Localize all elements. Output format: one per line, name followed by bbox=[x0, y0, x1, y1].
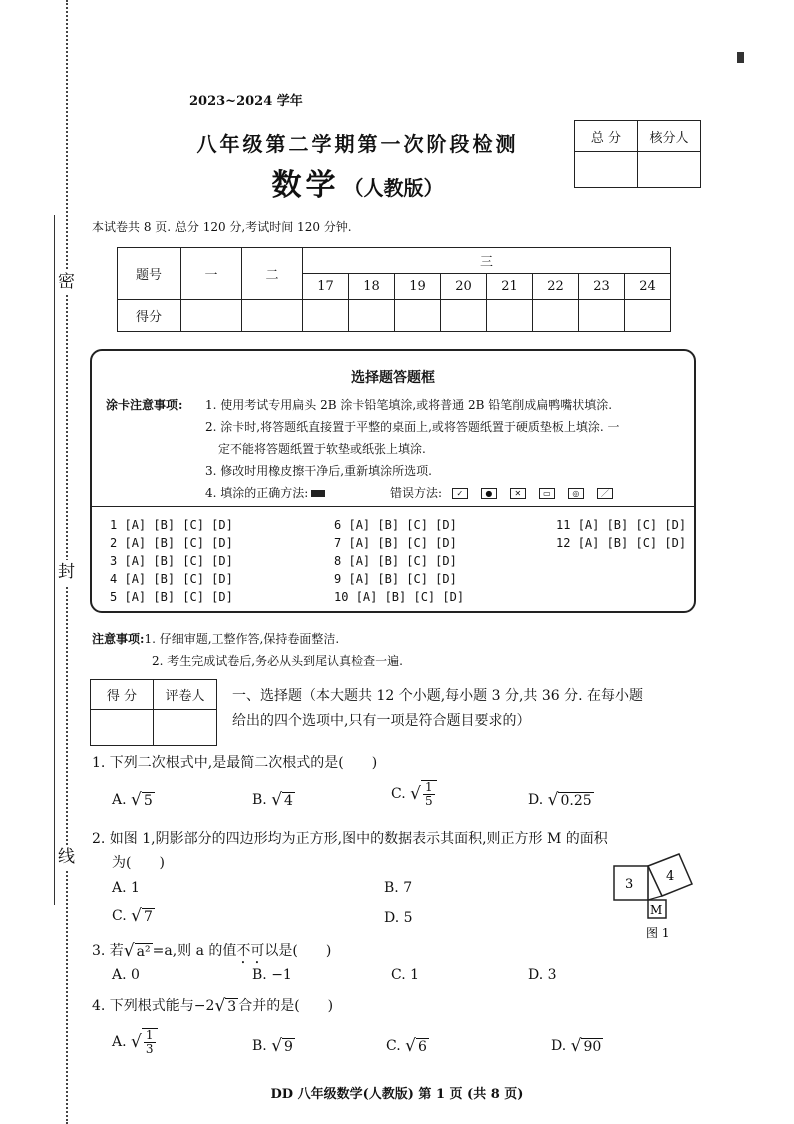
section-one-heading bbox=[232, 684, 712, 734]
sub-question-header: 18 bbox=[349, 274, 395, 300]
sub-question-header: 22 bbox=[533, 274, 579, 300]
q3-option-d[interactable]: D. 3 bbox=[528, 967, 557, 983]
answer-row[interactable]: 7 [A] [B] [C] [D] bbox=[334, 536, 457, 550]
q1-option-a[interactable]: A. √ 5 bbox=[112, 790, 153, 810]
grader-name-cell[interactable] bbox=[154, 710, 217, 746]
answer-note: 2. 涂卡时,将答题纸直接置于平整的桌面上,或将答题纸置于硬质垫板上填涂. 一 bbox=[205, 420, 620, 434]
answer-note: 定不能将答题纸置于软垫或纸张上填涂. bbox=[218, 442, 426, 456]
page-footer: DD 八年级数学(人教版) 第 1 页 (共 8 页) bbox=[270, 1087, 524, 1102]
wrong-check-icon: ✓ bbox=[452, 488, 468, 499]
section-one-header: 一 bbox=[181, 248, 242, 300]
score-cell[interactable] bbox=[181, 300, 242, 332]
score-cell[interactable] bbox=[625, 300, 671, 332]
exam-title: 八年级第二学期第一次阶段检测 bbox=[196, 132, 519, 156]
score-cell[interactable] bbox=[533, 300, 579, 332]
q1-a-radicand: 5 bbox=[143, 792, 153, 809]
answer-row[interactable]: 11 [A] [B] [C] [D] bbox=[556, 518, 687, 532]
section-two-header: 二 bbox=[242, 248, 303, 300]
q2-c-radicand: 7 bbox=[143, 908, 153, 925]
score-cell[interactable] bbox=[242, 300, 303, 332]
answer-row[interactable]: 3 [A] [B] [C] [D] bbox=[110, 554, 233, 568]
grader-name-label: 评卷人 bbox=[154, 680, 217, 710]
question-2-stem-cont: 为( ) bbox=[112, 855, 165, 871]
right-triangle bbox=[648, 866, 662, 900]
q2-option-b[interactable]: B. 7 bbox=[384, 880, 413, 896]
score-cell[interactable] bbox=[441, 300, 487, 332]
question-1-stem: 1. 下列二次根式中,是最简二次根式的是( ) bbox=[92, 755, 378, 771]
margin-char-mi: 密 bbox=[58, 270, 75, 295]
score-cell[interactable] bbox=[487, 300, 533, 332]
q1-option-b[interactable]: B. √ 4 bbox=[252, 790, 293, 810]
correct-method-label: 4. 填涂的正确方法: bbox=[205, 486, 309, 500]
checker-label: 核分人 bbox=[638, 121, 701, 152]
wrong-slash-icon: ／ bbox=[597, 488, 613, 499]
wrong-dot-icon: ● bbox=[481, 488, 497, 499]
exam-subject bbox=[130, 160, 585, 204]
school-year: 2023~2024 学年 bbox=[189, 94, 303, 109]
figure-1-diagram bbox=[606, 850, 716, 945]
q2-option-c[interactable]: C. √ 7 bbox=[112, 906, 153, 926]
q1-option-c[interactable]: C. √ $\frac{1}{5}$ bbox=[391, 780, 437, 808]
q4-option-d[interactable]: D. √ 90 bbox=[551, 1036, 602, 1056]
emphasis-dots: 不可 bbox=[236, 943, 265, 959]
sub-question-header: 21 bbox=[487, 274, 533, 300]
total-score-box bbox=[574, 120, 701, 188]
q1-d-radicand: 0.25 bbox=[560, 792, 592, 809]
q1-c-denominator: 5 bbox=[424, 794, 433, 808]
q3-option-c[interactable]: C. 1 bbox=[391, 967, 420, 983]
answer-notes-label: 涂卡注意事项: bbox=[106, 398, 183, 412]
answer-column-1 bbox=[110, 516, 233, 606]
question-4-stem: 4. 下列根式能与−2√ 3 合并的是( ) bbox=[92, 996, 334, 1016]
q4-b-radicand: 9 bbox=[284, 1038, 293, 1055]
answer-note: 3. 修改时用橡皮擦干净后,重新填涂所选项. bbox=[205, 464, 432, 478]
q3-option-b[interactable]: B. −1 bbox=[252, 967, 292, 983]
total-score-cell[interactable] bbox=[575, 152, 638, 188]
answer-row[interactable]: 1 [A] [B] [C] [D] bbox=[110, 518, 233, 532]
q4-a-denominator: 3 bbox=[145, 1042, 154, 1056]
grader-box bbox=[90, 679, 217, 746]
answer-row[interactable]: 8 [A] [B] [C] [D] bbox=[334, 554, 457, 568]
answer-box-divider bbox=[92, 506, 694, 507]
q1-b-radicand: 4 bbox=[284, 792, 293, 809]
answer-note-correct-method bbox=[205, 484, 325, 501]
q1-c-numerator: 1 bbox=[424, 780, 433, 794]
square-3-label: 3 bbox=[625, 877, 634, 892]
sub-question-header: 24 bbox=[625, 274, 671, 300]
grader-score-label: 得 分 bbox=[91, 680, 154, 710]
exam-intro: 本试卷共 8 页. 总分 120 分,考试时间 120 分钟. bbox=[92, 220, 352, 234]
answer-column-3 bbox=[556, 516, 686, 552]
q4-c-radicand: 6 bbox=[417, 1038, 427, 1055]
checker-cell[interactable] bbox=[638, 152, 701, 188]
q4-radicand: 3 bbox=[227, 998, 237, 1015]
score-label: 得分 bbox=[118, 300, 181, 332]
notice-line-1 bbox=[92, 630, 339, 647]
q1-option-d[interactable]: D. √ 0.25 bbox=[528, 790, 592, 810]
score-cell[interactable] bbox=[579, 300, 625, 332]
section-three-header: 三 bbox=[303, 248, 671, 274]
answer-row[interactable]: 6 [A] [B] [C] [D] bbox=[334, 518, 457, 532]
wrong-circle-icon: ◎ bbox=[568, 488, 584, 499]
grader-score-cell[interactable] bbox=[91, 710, 154, 746]
sub-question-header: 20 bbox=[441, 274, 487, 300]
q3-radicand: a² bbox=[136, 943, 151, 960]
square-4-label: 4 bbox=[666, 869, 675, 884]
wrong-empty-icon: ▭ bbox=[539, 488, 555, 499]
sub-question-header: 17 bbox=[303, 274, 349, 300]
q4-option-b[interactable]: B. √ 9 bbox=[252, 1036, 293, 1056]
question-3-stem: 3. 若√ a² =a,则 a 的值不可以是( ) bbox=[92, 941, 332, 961]
sub-question-header: 19 bbox=[395, 274, 441, 300]
header-label: 题号 bbox=[118, 248, 181, 300]
subject-edition: （人教版） bbox=[343, 176, 444, 200]
filled-mark-icon bbox=[311, 490, 325, 497]
score-cell[interactable] bbox=[349, 300, 395, 332]
margin-char-xian: 线 bbox=[58, 845, 75, 870]
q4-d-radicand: 90 bbox=[583, 1038, 602, 1055]
q3-option-a[interactable]: A. 0 bbox=[112, 967, 140, 983]
answer-row[interactable]: 12 [A] [B] [C] [D] bbox=[556, 536, 687, 550]
q4-option-a[interactable]: A. √ $\frac{1}{3}$ bbox=[112, 1028, 158, 1056]
subject-name: 数学 bbox=[271, 168, 340, 203]
answer-note-wrong-method bbox=[390, 484, 626, 501]
section-one-line: 一、选择题（本大题共 12 个小题,每小题 3 分,共 36 分. 在每小题 bbox=[232, 688, 644, 704]
score-table bbox=[117, 247, 671, 332]
answer-note: 1. 使用考试专用扁头 2B 涂卡铅笔填涂,或将普通 2B 铅笔削成扁鸭嘴状填涂. bbox=[205, 398, 613, 412]
answer-box bbox=[90, 349, 696, 613]
answer-row[interactable]: 5 [A] [B] [C] [D] bbox=[110, 590, 233, 604]
answer-row[interactable]: 9 [A] [B] [C] [D] bbox=[334, 572, 457, 586]
wrong-method-label: 错误方法: bbox=[390, 486, 443, 500]
sub-question-header: 23 bbox=[579, 274, 625, 300]
margin-char-feng: 封 bbox=[58, 560, 75, 585]
answer-row[interactable]: 4 [A] [B] [C] [D] bbox=[110, 572, 233, 586]
total-score-label: 总 分 bbox=[575, 121, 638, 152]
q2-option-a[interactable]: A. 1 bbox=[112, 880, 140, 896]
score-cell[interactable] bbox=[303, 300, 349, 332]
corner-mark bbox=[737, 52, 744, 63]
section-one-line: 给出的四个选项中,只有一项是符合题目要求的） bbox=[232, 713, 531, 729]
notice-line-2: 2. 考生完成试卷后,务必从头到尾认真检查一遍. bbox=[152, 654, 403, 668]
question-2-stem: 2. 如图 1,阴影部分的四边形均为正方形,图中的数据表示其面积,则正方形 M 的面积 bbox=[92, 831, 608, 847]
q2-option-d[interactable]: D. 5 bbox=[384, 910, 413, 926]
q4-a-numerator: 1 bbox=[145, 1028, 154, 1042]
score-cell[interactable] bbox=[395, 300, 441, 332]
binding-solid-line bbox=[54, 215, 55, 905]
answer-row[interactable]: 2 [A] [B] [C] [D] bbox=[110, 536, 233, 550]
square-m-label: M bbox=[650, 903, 663, 917]
answer-box-title: 选择题答题框 bbox=[351, 370, 435, 386]
notice-text: 1. 仔细审题,工整作答,保持卷面整洁. bbox=[144, 632, 340, 646]
q4-option-c[interactable]: C. √ 6 bbox=[386, 1036, 427, 1056]
notice-label: 注意事项: bbox=[92, 632, 145, 646]
answer-column-2 bbox=[334, 516, 464, 606]
wrong-cross-icon: ✕ bbox=[510, 488, 526, 499]
figure-1-caption: 图 1 bbox=[646, 926, 670, 940]
answer-row[interactable]: 10 [A] [B] [C] [D] bbox=[334, 590, 465, 604]
